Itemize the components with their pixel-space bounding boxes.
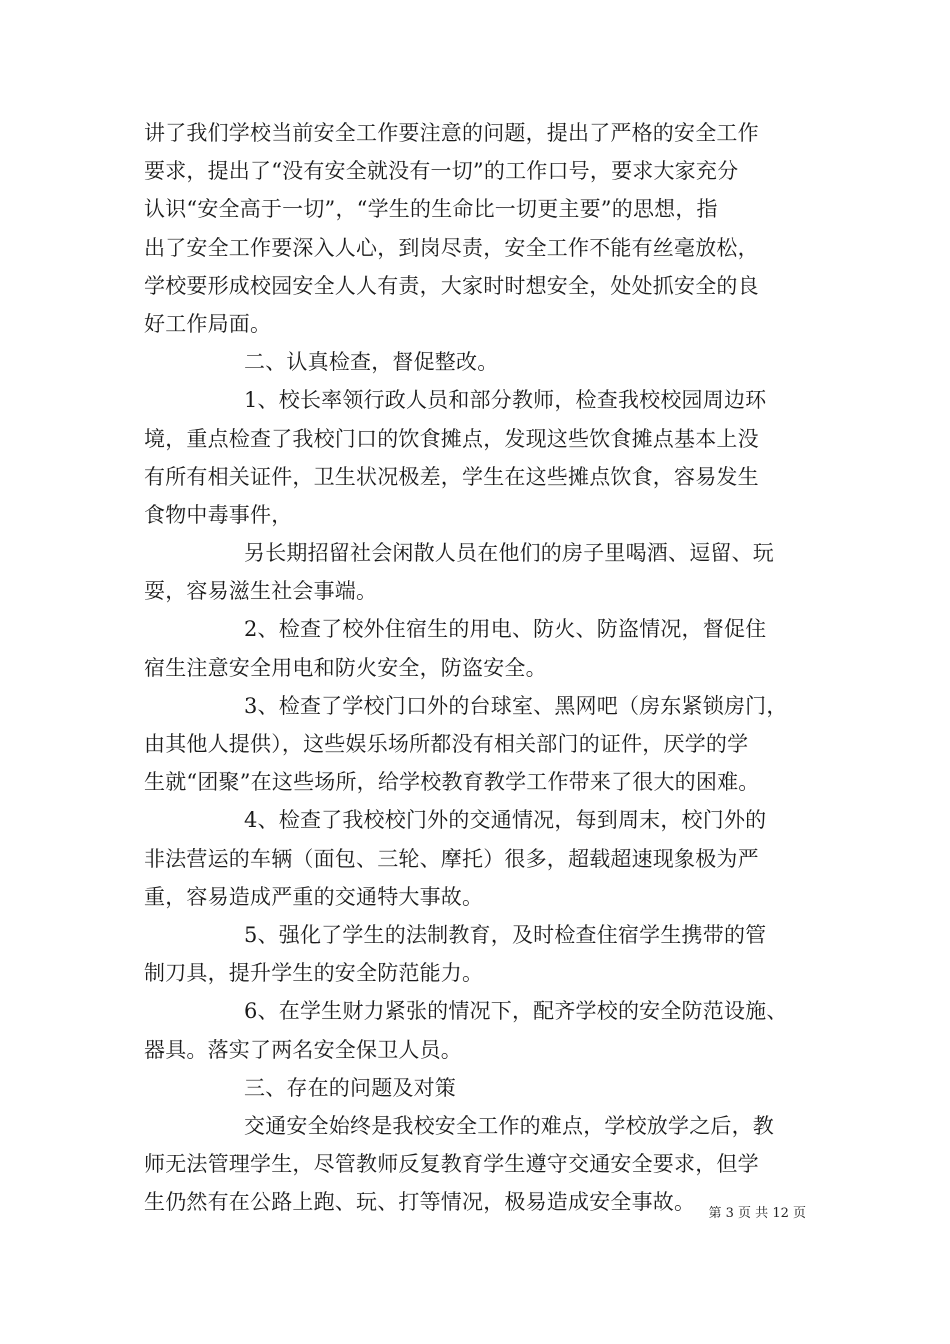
page-number: 第 3 页 共 12 页 [708, 1206, 806, 1221]
text-line: 耍，容易滋生社会事端。 [144, 579, 378, 604]
text-line: 交通安全始终是我校安全工作的难点，学校放学之后，教 [244, 1113, 774, 1138]
text-line: 1、校长率领行政人员和部分教师，检查我校校园周边环 [244, 388, 767, 413]
text-line: 制刀具，提升学生的安全防范能力。 [144, 961, 484, 986]
text-line: 要求，提出了“没有安全就没有一切”的工作口号，要求大家充分 [144, 159, 739, 184]
text-line: 另长期招留社会闲散人员在他们的房子里喝酒、逗留、玩 [244, 541, 774, 566]
text-line: 学校要形成校园安全人人有责，大家时时想安全，处处抓安全的良 [144, 273, 759, 298]
text-line: 境，重点检查了我校门口的饮食摊点，发现这些饮食摊点基本上没 [144, 426, 759, 451]
text-line: 重，容易造成严重的交通特大事故。 [144, 884, 484, 909]
text-line: 3、检查了学校门口外的台球室、黑网吧（房东紧锁房门， [244, 693, 788, 718]
text-line: 6、在学生财力紧张的情况下，配齐学校的安全防范设施、 [244, 999, 788, 1024]
text-line: 器具。落实了两名安全保卫人员。 [144, 1037, 462, 1062]
text-line: 食物中毒事件， [144, 502, 293, 527]
text-line: 2、检查了校外住宿生的用电、防火、防盗情况，督促住 [244, 617, 767, 642]
text-line: 三、存在的问题及对策 [244, 1075, 456, 1100]
text-line: 4、检查了我校校门外的交通情况，每到周末，校门外的 [244, 808, 767, 833]
text-line: 由其他人提供），这些娱乐场所都没有相关部门的证件，厌学的学 [144, 732, 749, 756]
text-line: 有所有相关证件，卫生状况极差，学生在这些摊点饮食，容易发生 [144, 464, 759, 489]
text-line: 5、强化了学生的法制教育，及时检查住宿学生携带的管 [244, 922, 767, 947]
text-line: 好工作局面。 [144, 311, 272, 336]
text-line: 师无法管理学生，尽管教师反复教育学生遵守交通安全要求，但学 [144, 1152, 759, 1177]
text-line: 非法营运的车辆（面包、三轮、摩托）很多，超载超速现象极为严 [144, 846, 759, 871]
text-line: 生就“团聚”在这些场所，给学校教育教学工作带来了很大的困难。 [144, 770, 760, 795]
text-line: 出了安全工作要深入人心，到岗尽责，安全工作不能有丝毫放松， [144, 235, 759, 260]
document-body [144, 114, 816, 1221]
text-line: 宿生注意安全用电和防火安全，防盗安全。 [144, 655, 547, 680]
text-line: 认识“安全高于一切”，“学生的生命比一切更主要”的思想，指 [144, 197, 718, 222]
text-line: 二、认真检查，督促整改。 [244, 350, 499, 375]
text-line: 讲了我们学校当前安全工作要注意的问题，提出了严格的安全工作 [144, 121, 759, 145]
text-line: 生仍然有在公路上跑、玩、打等情况，极易造成安全事故。 [144, 1190, 696, 1215]
